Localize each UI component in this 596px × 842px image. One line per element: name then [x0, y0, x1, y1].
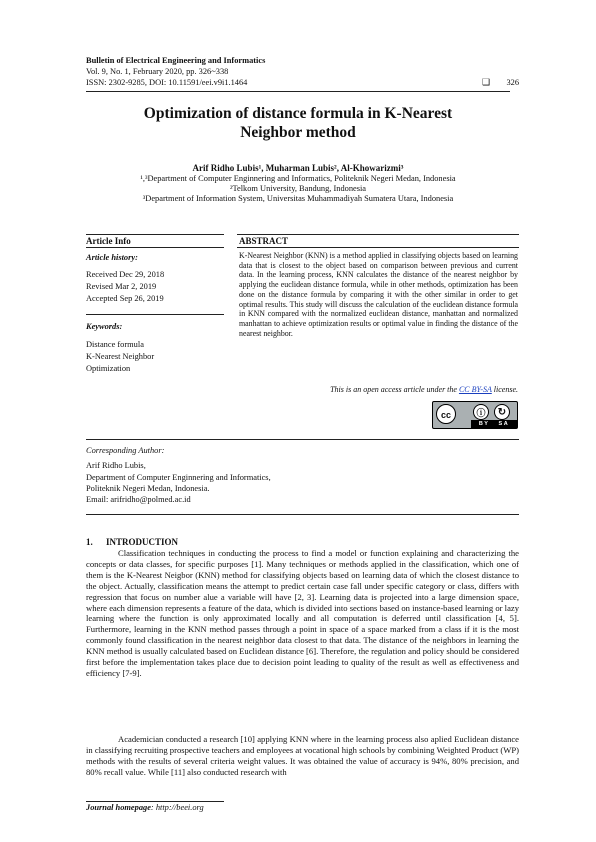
article-info-heading: Article Info: [86, 236, 131, 246]
keyword-item: Distance formula: [86, 340, 144, 349]
corresponding-top-rule: [86, 439, 519, 440]
header-rule: [86, 91, 510, 92]
keyword-item: Optimization: [86, 364, 131, 373]
abstract-heading: ABSTRACT: [239, 236, 289, 246]
author-names: Arif Ridho Lubis¹, Muharman Lubis², Al-Khowarizmi³: [192, 163, 404, 173]
square-icon: ❑: [482, 77, 491, 87]
article-info-rule: [86, 247, 224, 248]
footer-rule: [86, 801, 224, 802]
homepage-link[interactable]: http://beei.org: [155, 803, 204, 812]
abstract-top-rule: [237, 234, 519, 235]
journal-name: Bulletin of Electrical Engineering and Informatics: [86, 56, 266, 65]
corresponding-dept: Department of Computer Enginnering and Informatics,: [86, 473, 271, 482]
homepage-separator: :: [150, 803, 156, 812]
article-info-top-rule: [86, 234, 224, 235]
corresponding-label: Corresponding Author:: [86, 446, 165, 455]
corresponding-name: Arif Ridho Lubis,: [86, 461, 146, 470]
abstract-rule: [237, 247, 519, 248]
revised-date: Revised Mar 2, 2019: [86, 282, 157, 291]
page-number: 326: [506, 78, 519, 87]
cc-icon: cc: [436, 404, 456, 424]
intro-paragraph-1: Classification techniques in conducting the process to find a model or function explaining and characterizing the concepts or data classes, for specific purposes [1]. Many techniques or methods applied in the classification, which one of them is the K-Nearest Neigbor (KNN) method for classifying objects based on learning data of which the closest distance to the object. Actually, classification means the attempt to predict certain case fall under specific category or class, differs with regression that focus on number alue a variable will have [2, 3]. Learning data is projected into a large dimension space, where each dimension represents a feature of the data, which is divided into sections based on instance-based learning or lazy learning where the function is only approximated locally and all computation is deferred until classification [4, 5]. Furthermore, learning in the KNN method passes through a point in space of a space marked from a class if it is the most commonly found classification in the nearest neighbor data closest to that data. The distance of the neighbors in learning the KNN method is usually calculated based on Euclidean distance [6]. Therefore, the regulation and policy should be considered first before the implementation takes place due to decision point leading to quality of the result as well as effectiveness and efficiency [7-9].: [86, 548, 519, 678]
keyword-item: K-Nearest Neighbor: [86, 352, 155, 361]
accepted-date: Accepted Sep 26, 2019: [86, 294, 164, 303]
corresponding-bottom-rule: [86, 514, 519, 515]
sa-label: SA: [498, 421, 510, 427]
affiliation-1: ¹,³Department of Computer Enginnering and Informatics, Politeknik Negeri Medan, Indonesia: [140, 174, 456, 183]
section-number: 1.: [86, 537, 93, 547]
corresponding-email: Email: arifridho@polmed.ac.id: [86, 495, 191, 504]
keywords-rule: [86, 314, 224, 315]
section-heading: INTRODUCTION: [106, 537, 179, 547]
keywords-label: Keywords:: [86, 322, 123, 331]
license-prefix: This is an open access article under the: [330, 385, 459, 394]
by-sa-strip: [471, 420, 517, 428]
affiliation-2: ²Telkom University, Bandung, Indonesia: [229, 184, 367, 193]
abstract-text: K-Nearest Neighbor (KNN) is a method applied in classifying objects based on learning data that is closest to the object based on comparison between previous and current data. In the learning process, KNN calculates the distance of the nearest neighbor by applying the euclidean distance formula, while in other methods, optimization has been done on the distance formula by comparing it with the other similar in order to get optimal results. This study will discuss the calculation of the euclidean distance formula in KNN compared with the normalized euclidean distance, manhattan and normalized manhattan to achieve optimization results or optimal value in finding the distance of the nearest neighbor.: [239, 251, 518, 338]
license-suffix: license.: [491, 385, 518, 394]
share-alike-icon: ↻: [494, 404, 510, 420]
license-note: [239, 385, 518, 394]
received-date: Received Dec 29, 2018: [86, 270, 165, 279]
attribution-icon: ⓘ: [473, 404, 489, 420]
history-label: Article history:: [86, 253, 138, 262]
homepage-label: Journal homepage: [86, 803, 151, 812]
journal-homepage: [86, 803, 204, 812]
affiliation-3: ³Department of Information System, Universitas Muhammadiyah Sumatera Utara, Indonesia: [142, 194, 454, 203]
corresponding-institution: Politeknik Negeri Medan, Indonesia.: [86, 484, 210, 493]
by-label: BY: [478, 421, 490, 427]
cc-by-sa-link[interactable]: CC BY-SA: [458, 385, 492, 394]
paper-title-line2: Neighbor method: [240, 124, 356, 141]
volume-info: Vol. 9, No. 1, February 2020, pp. 326~338: [86, 67, 229, 76]
cc-by-sa-badge[interactable]: [432, 401, 518, 429]
issn-doi: ISSN: 2302-9285, DOI: 10.11591/eei.v9i1.1464: [86, 78, 248, 87]
intro-paragraph-2: Academician conducted a research [10] applying KNN where in the learning process also aplied Euclidean distance in classifying recruiting prospective teachers and employees at vocational high schools by combining Weighted Product (WP) methods with the results of several criteria weight values. It was obtained the value of accuracy is 94%, 80% precision, and 80% recall value. While [11] also conducted research with: [86, 734, 519, 777]
paper-title-line1: Optimization of distance formula in K-Nearest: [143, 105, 453, 122]
